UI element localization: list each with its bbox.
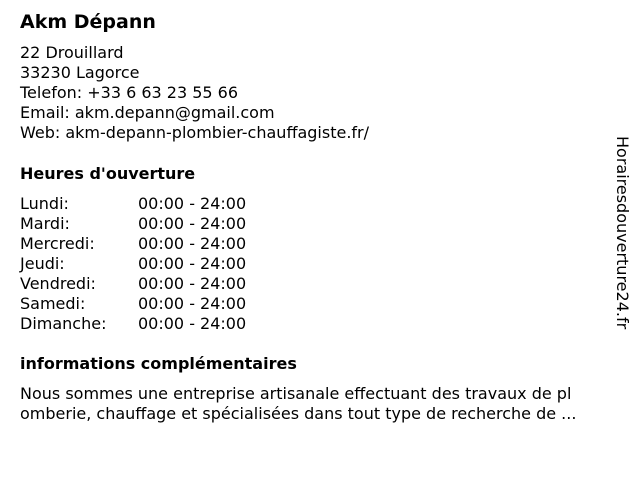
- hours-day: Jeudi:: [20, 254, 65, 273]
- hours-time: 00:00 - 24:00: [138, 194, 247, 213]
- hours-time: 00:00 - 24:00: [138, 274, 247, 293]
- additional-info-text: Nous sommes une entreprise artisanale effectuant des travaux de pl omberie, chauffage et spécialisées dans tout type de recherche de ...: [20, 384, 577, 423]
- hours-day: Samedi:: [20, 294, 86, 313]
- hours-day: Dimanche:: [20, 314, 107, 333]
- additional-info-heading: informations complémentaires: [20, 354, 297, 373]
- contact-block: [20, 43, 369, 143]
- site-watermark: [612, 136, 632, 370]
- address-city: 33230 Lagorce: [20, 63, 140, 82]
- watermark-text: Horairesdouverture24.fr: [613, 136, 632, 330]
- website: Web: akm-depann-plombier-chauffagiste.fr/: [20, 123, 370, 142]
- phone-number: Telefon: +33 6 63 23 55 66: [20, 83, 239, 102]
- hours-day: Mardi:: [20, 214, 70, 233]
- address-street: 22 Drouillard: [20, 43, 124, 62]
- hours-time: 00:00 - 24:00: [138, 214, 247, 233]
- opening-hours-heading: Heures d'ouverture: [20, 164, 196, 183]
- hours-time: 00:00 - 24:00: [138, 234, 247, 253]
- hours-time: 00:00 - 24:00: [138, 254, 247, 273]
- hours-time: 00:00 - 24:00: [138, 314, 247, 333]
- hours-day: Mercredi:: [20, 234, 95, 253]
- email-address: Email: akm.depann@gmail.com: [20, 103, 275, 122]
- hours-day: Vendredi:: [20, 274, 96, 293]
- hours-time: 00:00 - 24:00: [138, 294, 247, 313]
- hours-day: Lundi:: [20, 194, 69, 213]
- business-name: Akm Dépann: [20, 11, 156, 33]
